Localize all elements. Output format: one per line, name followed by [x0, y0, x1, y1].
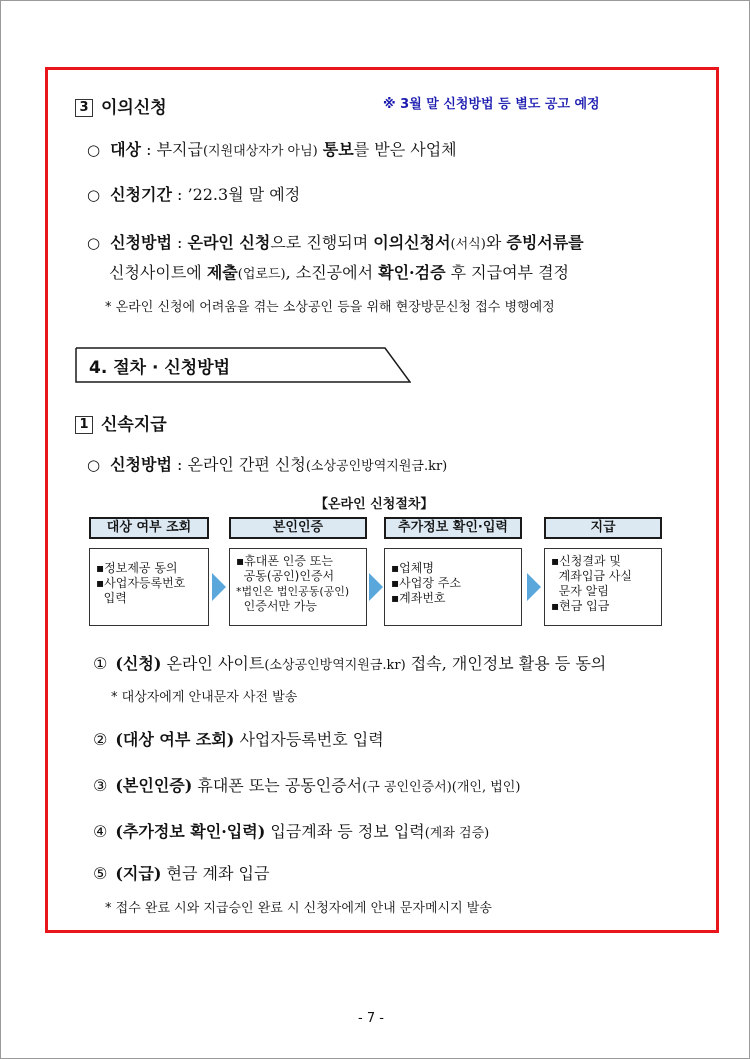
bullet-circle-icon: ○: [87, 234, 101, 252]
section-3-title: 이의신청: [101, 98, 167, 118]
method-text-3: 와: [485, 233, 507, 252]
method-bold-2: 이의신청서: [373, 233, 451, 252]
flow-step-2-line: 인증서만 가능: [236, 599, 317, 613]
flow-step-2-body: [229, 548, 367, 626]
method-line2-text-1: 신청사이트에: [109, 263, 207, 282]
step-detail-label: (지급): [115, 864, 162, 883]
step-detail-text: 사업자등록번호 입력: [234, 730, 384, 749]
step-detail-paren: (계좌 검증): [424, 826, 490, 841]
sub-1-heading: [75, 410, 167, 435]
target-text-2: 를 받은 사업체: [353, 140, 457, 159]
final-note: * 접수 완료 시와 지급승인 완료 시 신청자에게 안내 문자메시지 발송: [105, 901, 492, 916]
target-line: [87, 137, 457, 160]
step-detail-label: (본인인증): [115, 776, 193, 795]
method-bold-1: 온라인 신청: [187, 233, 271, 252]
bullet-circle-icon: ○: [87, 186, 101, 204]
method-line-2: [109, 260, 569, 283]
method-paren-1: (서식): [450, 237, 486, 252]
step-detail-text: 온라인 사이트: [161, 654, 265, 673]
step-detail-number: ①: [93, 654, 108, 673]
section-4-title: 4. 절차 · 신청방법: [89, 358, 231, 378]
target-bold: 통보: [322, 140, 354, 159]
flow-step-3-head: 추가정보 확인·입력: [384, 517, 522, 539]
method-line2-bold-1: 제출: [206, 263, 238, 282]
method-label: 신청방법: [110, 233, 172, 252]
section-3-number: 3: [75, 99, 93, 117]
flow-arrow-icon: [369, 573, 383, 601]
section-3-heading: [75, 93, 167, 118]
step-detail-paren: (소상공인방역지원금.kr): [264, 658, 406, 673]
sub-1-method-paren: (소상공인방역지원금.kr): [305, 459, 448, 474]
flow-step-4-line: ▪현금 입금: [551, 599, 610, 613]
section-4-banner: [75, 347, 411, 383]
flow-step-3-line: ▪계좌번호: [391, 591, 446, 605]
flow-step-3-body: [384, 548, 522, 626]
flow-step-4-line: 계좌입금 사실: [551, 569, 632, 583]
page-number: - 7 -: [358, 1011, 384, 1026]
method-line2-text-3: 후 지급여부 결정: [445, 263, 569, 282]
flow-step-2-line: *법인은 법인공동(공인): [236, 585, 350, 598]
period-label: 신청기간: [110, 185, 172, 204]
step-detail-text-2: (개인, 법인): [451, 780, 521, 795]
notice-text: ※ 3월 말 신청방법 등 별도 공고 예정: [383, 97, 600, 112]
step-detail-5: [93, 861, 269, 884]
flow-step-1-head: 대상 여부 조회: [89, 517, 209, 539]
flow-step-3-line: ▪업체명: [391, 561, 434, 575]
flow-step-2-head: 본인인증: [229, 517, 367, 539]
step-detail-1: [93, 651, 606, 674]
step-detail-number: ④: [93, 822, 108, 841]
bullet-circle-icon: ○: [87, 456, 101, 474]
method-line2-paren: (업로드): [237, 267, 286, 282]
sub-1-method-label: 신청방법: [110, 455, 172, 474]
step-detail-text: 입금계좌 등 정보 입력: [265, 822, 425, 841]
method-line-1: [87, 230, 584, 253]
step-detail-2: [93, 727, 384, 750]
sub-1-number: 1: [75, 416, 93, 434]
step-detail-number: ③: [93, 776, 108, 795]
step-detail-label: (신청): [115, 654, 162, 673]
step-detail-label: (추가정보 확인·입력): [115, 822, 266, 841]
section-3-note: * 온라인 신청에 어려움을 겪는 소상공인 등을 위해 현장방문신청 접수 병행예정: [105, 300, 555, 315]
flow-step-1-line: ▪사업자등록번호: [96, 576, 186, 590]
method-line2-bold-2: 확인·검증: [378, 263, 446, 282]
step-detail-4: [93, 819, 489, 842]
flow-step-4-head: 지급: [544, 517, 662, 539]
step-detail-paren: (구 공인인증서): [362, 780, 452, 795]
step-detail-label: (대상 여부 조회): [115, 730, 235, 749]
step-detail-text-2: 접속, 개인정보 활용 등 동의: [405, 654, 607, 673]
method-text-2: 으로 진행되며: [270, 233, 374, 252]
step-detail-number: ⑤: [93, 864, 108, 883]
method-text-1: :: [171, 233, 188, 252]
target-paren: (지원대상자가 아님): [202, 144, 318, 159]
method-bold-3: 증빙서류를: [506, 233, 584, 252]
bullet-circle-icon: ○: [87, 141, 101, 159]
sub-1-method-line: [87, 452, 447, 475]
step-detail-3: [93, 773, 520, 796]
flow-step-1-line: 입력: [96, 591, 127, 605]
flow-arrow-icon: [212, 573, 226, 601]
flow-step-1-line: ▪정보제공 동의: [96, 561, 178, 575]
flow-title: 【온라인 신청절차】: [315, 497, 434, 512]
flow-step-4-line: ▪신청결과 및: [551, 554, 621, 568]
period-text: : ’22.3월 말 예정: [171, 185, 301, 204]
step-detail-text: 현금 계좌 입금: [161, 864, 270, 883]
step-1-note: * 대상자에게 안내문자 사전 발송: [111, 690, 298, 705]
target-text: : 부지급: [141, 140, 203, 159]
flow-step-1-body: [89, 548, 209, 626]
sub-1-title: 신속지급: [101, 415, 167, 435]
step-detail-text: 휴대폰 또는 공동인증서: [192, 776, 363, 795]
target-label: 대상: [110, 140, 142, 159]
sub-1-method-text: : 온라인 간편 신청: [171, 455, 306, 474]
step-detail-number: ②: [93, 730, 108, 749]
flow-step-3-line: ▪사업장 주소: [391, 576, 461, 590]
method-line2-text-2: , 소진공에서: [285, 263, 379, 282]
flow-step-2-line: ▪휴대폰 인증 또는: [236, 554, 333, 568]
flow-step-2-line: 공동(공인)인증서: [236, 569, 335, 583]
flow-step-4-body: [544, 548, 662, 626]
period-line: [87, 182, 300, 205]
flow-step-4-line: 문자 알림: [551, 584, 609, 598]
flow-arrow-icon: [527, 573, 541, 601]
